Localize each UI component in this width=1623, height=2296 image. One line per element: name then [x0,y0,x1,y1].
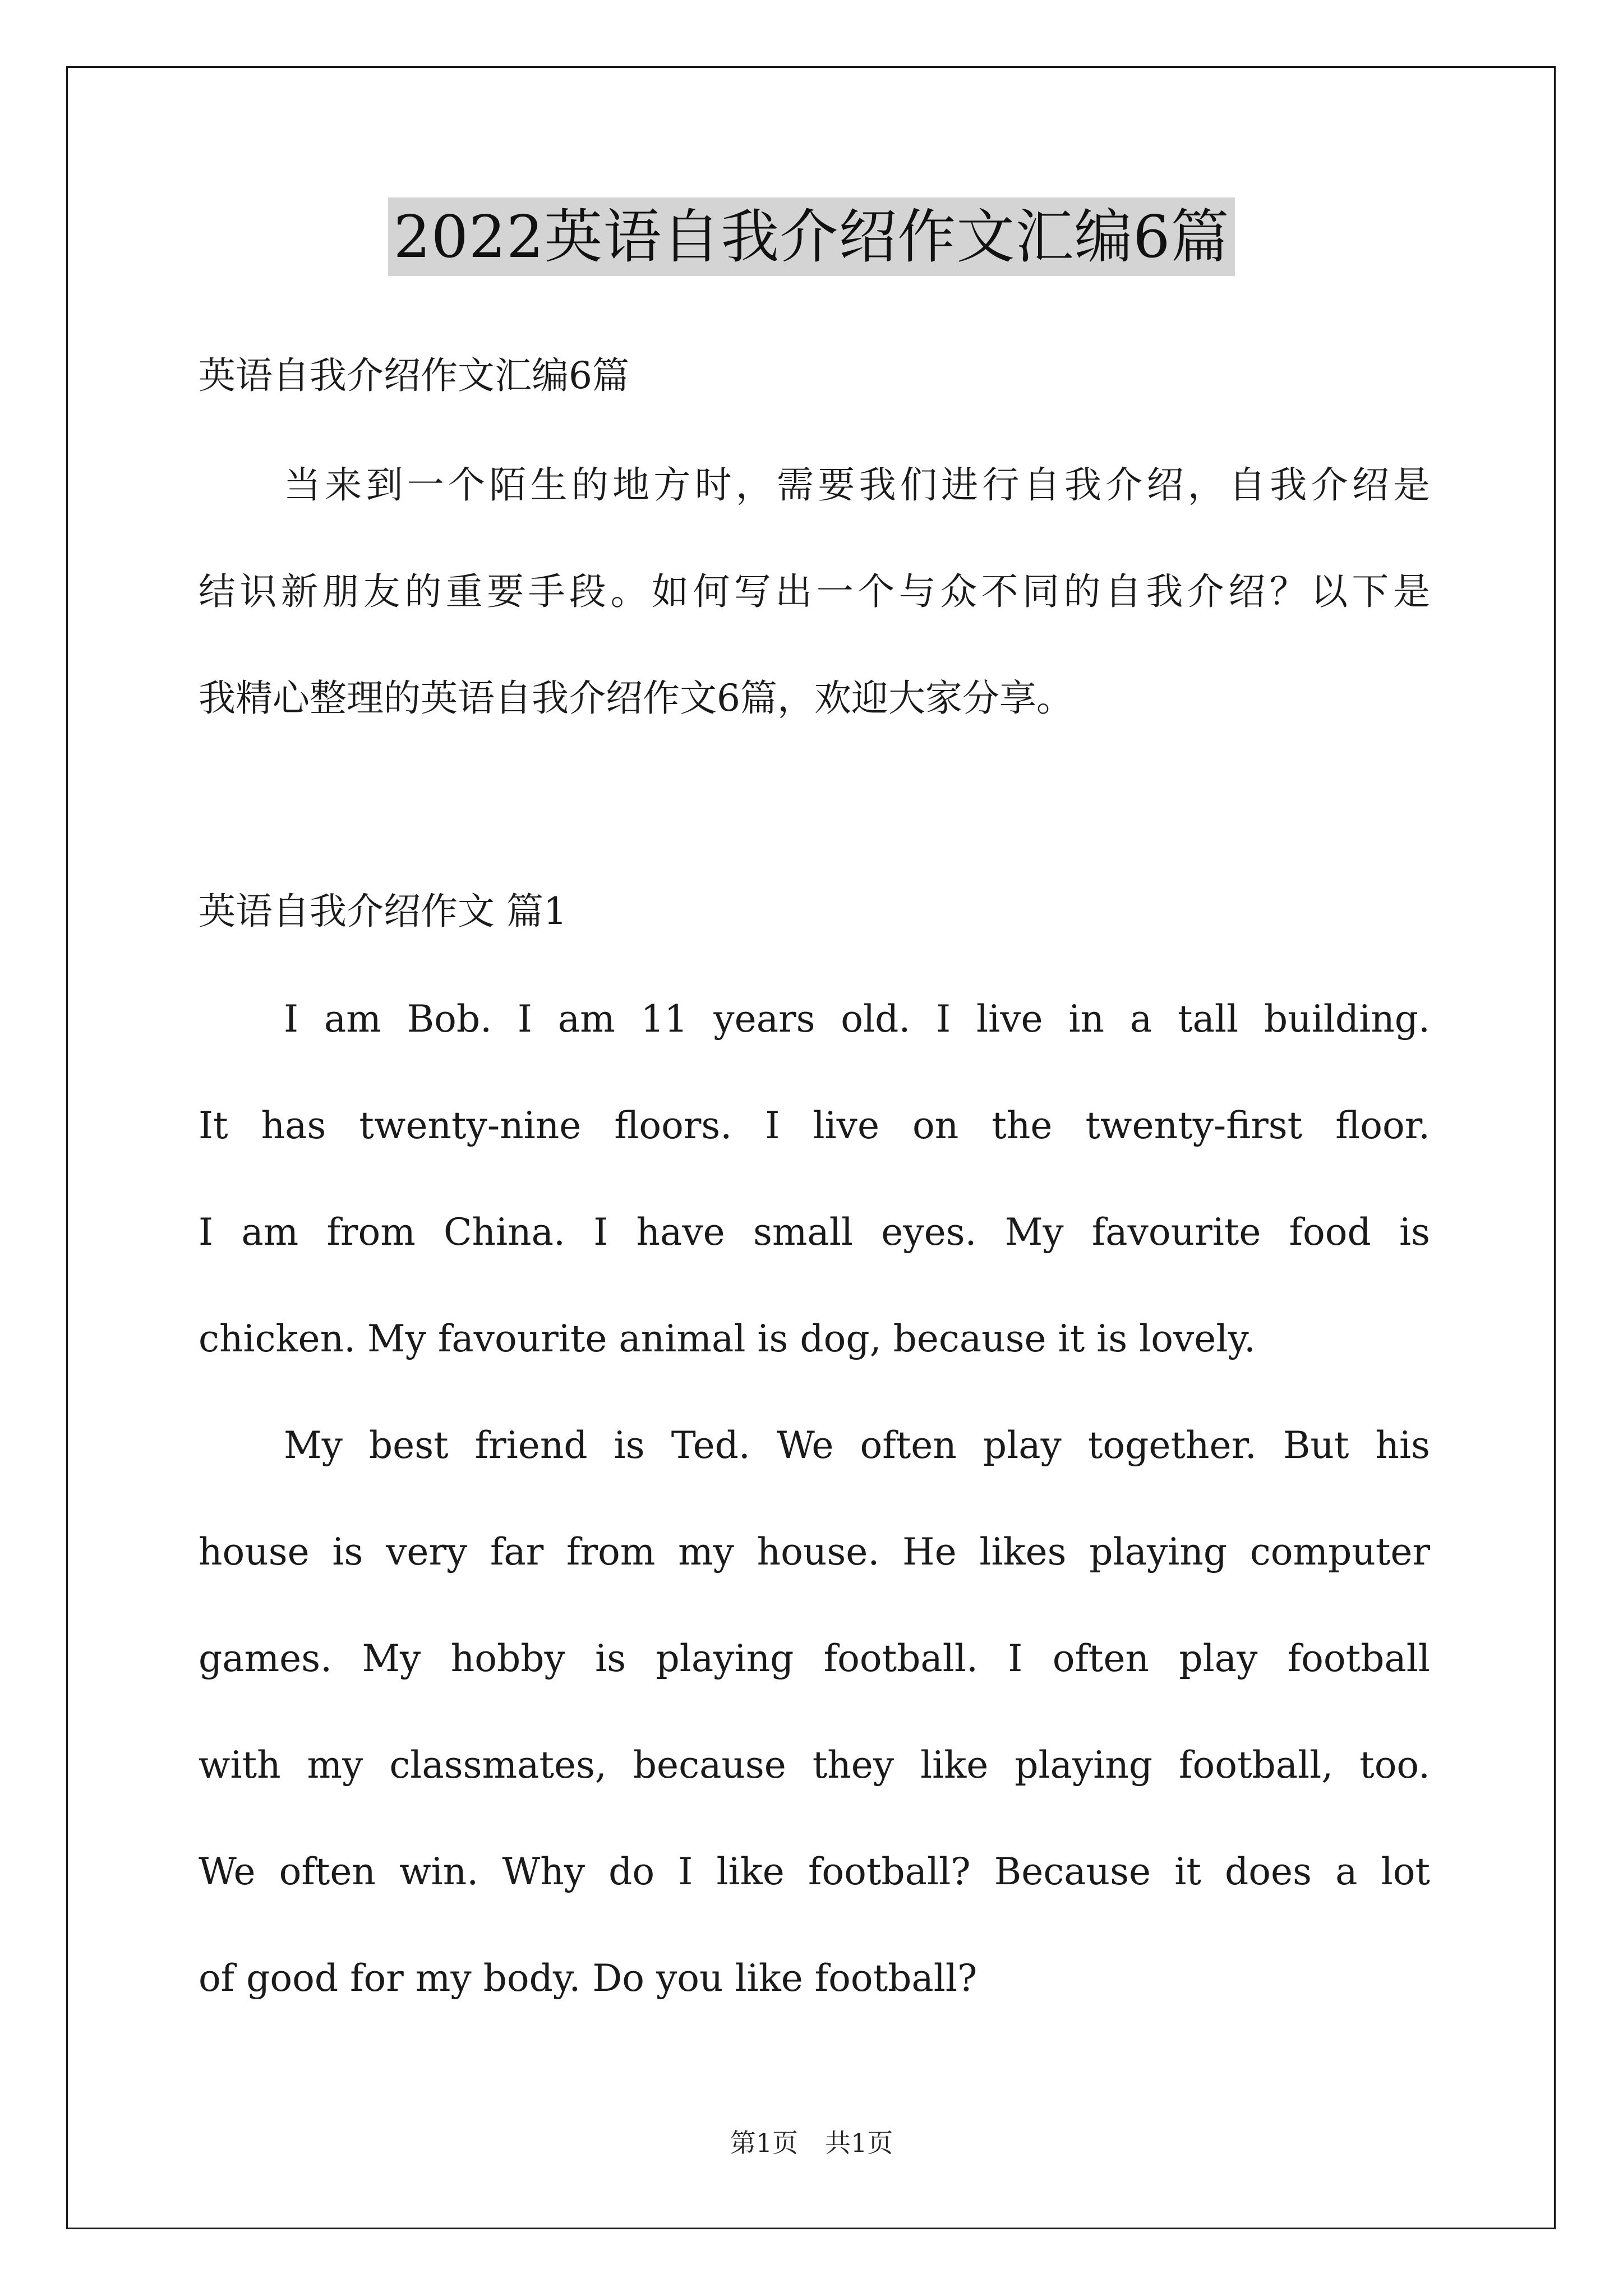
paragraph-line: house is very far from my house. He likes playing computer [199,1530,1430,1573]
page-number: 第1页 [730,2128,798,2158]
paragraph-line: I am Bob. I am 11 years old. I live in a tall building. [284,997,1430,1041]
document-title: 2022英语自我介绍作文汇编6篇 [388,197,1235,276]
page-total: 共1页 [825,2128,893,2158]
paragraph-line: We often win. Why do I like football? Because it does a lot [199,1850,1430,1893]
section-heading: 英语自我介绍作文 篇1 [199,890,567,933]
paragraph-line: with my classmates, because they like playing football, too. [199,1743,1430,1787]
intro-line: 当来到一个陌生的地方时，需要我们进行自我介绍，自我介绍是 [284,463,1430,507]
paragraph-line: My best friend is Ted. We often play together. But his [284,1424,1430,1467]
title-block [0,197,1623,276]
paragraph-line: It has twenty-nine floors. I live on the twenty-first floor. [199,1104,1430,1147]
paragraph-line: games. My hobby is playing football. I often play football [199,1637,1430,1680]
document-subtitle: 英语自我介绍作文汇编6篇 [199,354,629,397]
intro-line: 我精心整理的英语自我介绍作文6篇，欢迎大家分享。 [199,677,1073,720]
paragraph-line: chicken. My favourite animal is dog, because it is lovely. [199,1317,1256,1360]
paragraph-line: of good for my body. Do you like football? [199,1957,978,2000]
intro-line: 结识新朋友的重要手段。如何写出一个与众不同的自我介绍？以下是 [199,570,1430,613]
paragraph-line: I am from China. I have small eyes. My favourite food is [199,1211,1430,1254]
page-footer [0,2126,1623,2160]
